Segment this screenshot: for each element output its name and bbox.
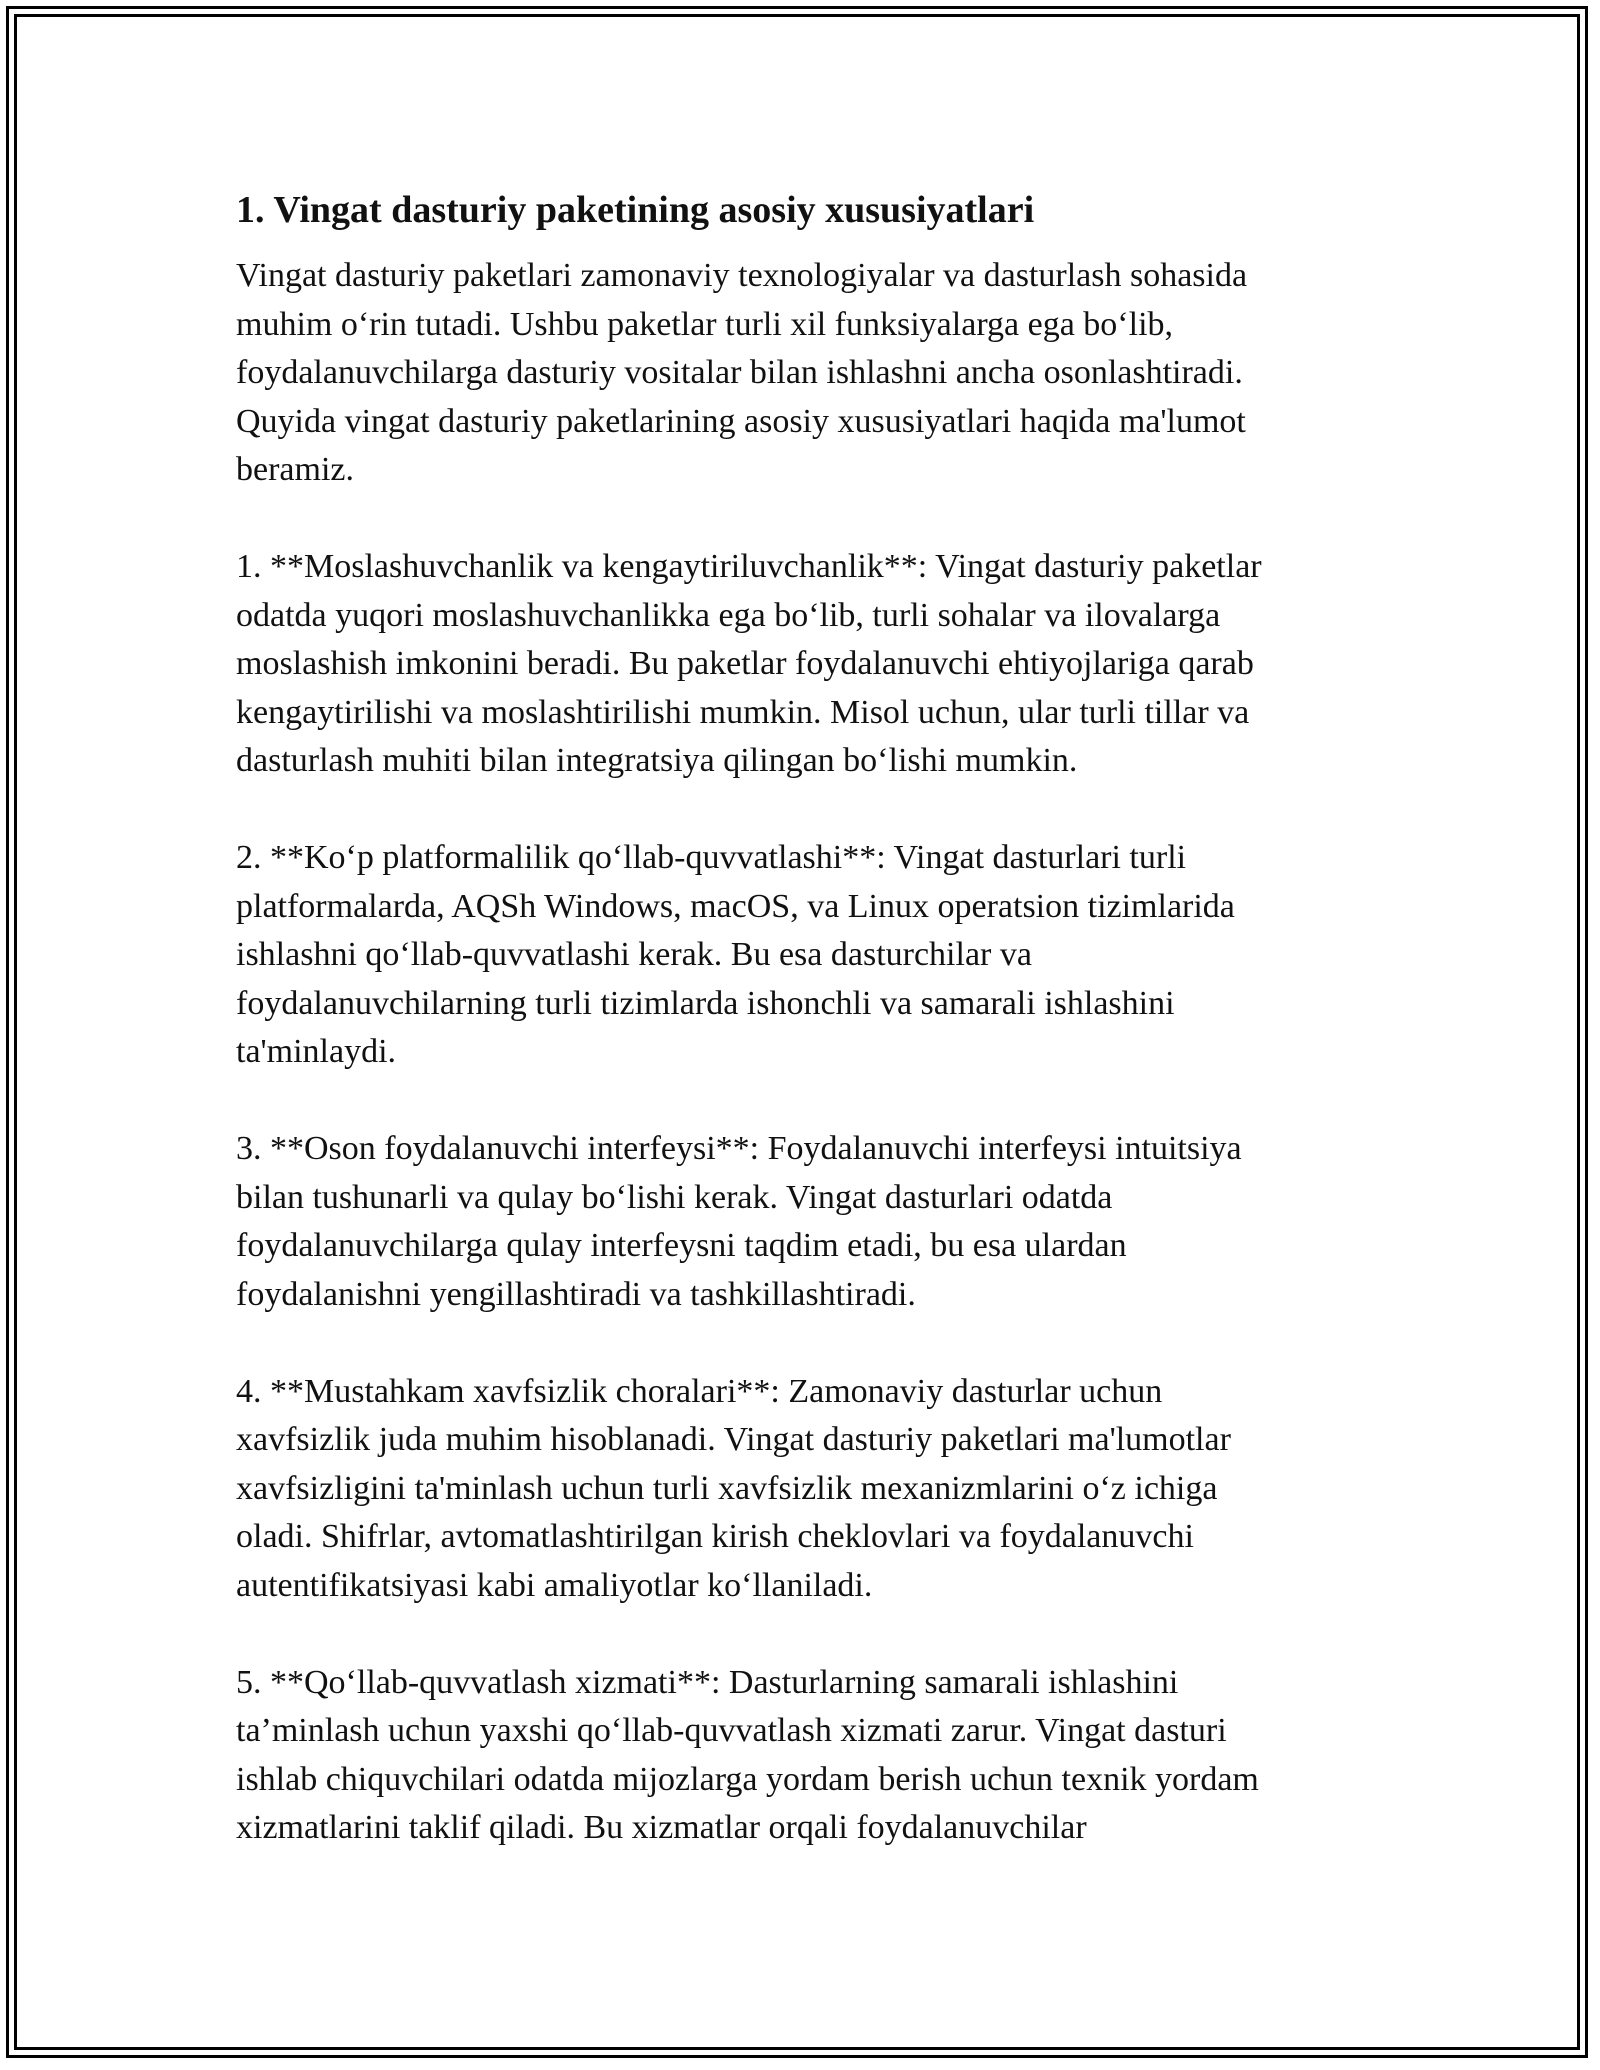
feature-support-paragraph [236, 1659, 1366, 1853]
intro-paragraph [236, 252, 1366, 495]
feature-interface-paragraph [236, 1125, 1366, 1319]
paragraph-line: oladi. Shifrlar, avtomatlashtirilgan kirish cheklovlari va foydalanuvchi [236, 1518, 1194, 1555]
paragraph-line: xavfsizlik juda muhim hisoblanadi. Vingat dasturiy paketlari ma'lumotlar [236, 1421, 1231, 1458]
paragraph-line: bilan tushunarli va qulay bo‘lishi kerak. Vingat dasturlari odatda [236, 1178, 1113, 1216]
section-heading: 1. Vingat dasturiy paketining asosiy xususiyatlari [236, 189, 1035, 231]
paragraph-line: foydalanishni yengillashtiradi va tashkillashtiradi. [236, 1275, 916, 1313]
paragraph-line: xizmatlarini taklif qiladi. Bu xizmatlar orqali foydalanuvchilar [236, 1809, 1087, 1846]
document-body [236, 186, 1366, 1901]
paragraph-line: 3. **Oson foydalanuvchi interfeysi**: Foydalanuvchi interfeysi intuitsiya [236, 1130, 1242, 1167]
paragraph-line: foydalanuvchilarning turli tizimlarda ishonchli va samarali ishlashini [236, 984, 1175, 1022]
paragraph-line: ishlashni qo‘llab-quvvatlashi kerak. Bu esa dasturchilar va [236, 936, 1032, 973]
paragraph-line: foydalanuvchilarga qulay interfeysni taqdim etadi, bu esa ulardan [236, 1227, 1127, 1264]
paragraph-line: 1. **Moslashuvchanlik va kengaytiriluvchanlik**: Vingat dasturiy paketlar [236, 548, 1262, 585]
feature-security-paragraph [236, 1368, 1366, 1611]
paragraph-line: Quyida vingat dasturiy paketlarining asosiy xususiyatlari haqida ma'lumot [236, 402, 1246, 440]
paragraph-line: odatda yuqori moslashuvchanlikka ega bo‘lib, turli sohalar va ilovalarga [236, 596, 1221, 634]
paragraph-line: 2. **Ko‘p platformalilik qo‘llab-quvvatlashi**: Vingat dasturlari turli [236, 839, 1187, 876]
paragraph-line: moslashish imkonini beradi. Bu paketlar foydalanuvchi ehtiyojlariga qarab [236, 645, 1254, 682]
paragraph-line: kengaytirilishi va moslashtirilishi mumkin. Misol uchun, ular turli tillar va [236, 693, 1250, 731]
paragraph-line: beramiz. [236, 451, 354, 488]
paragraph-line: ta'minlaydi. [236, 1033, 397, 1070]
paragraph-line: ta’minlash uchun yaxshi qo‘llab-quvvatlash xizmati zarur. Vingat dasturi [236, 1712, 1227, 1749]
paragraph-line: muhim o‘rin tutadi. Ushbu paketlar turli xil funksiyalarga ega bo‘lib, [236, 305, 1174, 343]
paragraph-line: platformalarda, AQSh Windows, macOS, va Linux operatsion tizimlarida [236, 887, 1235, 925]
feature-cross-platform-paragraph [236, 834, 1366, 1077]
paragraph-line: xavfsizligini ta'minlash uchun turli xavfsizlik mexanizmlarini o‘z ichiga [236, 1469, 1218, 1507]
paragraph-line: foydalanuvchilarga dasturiy vositalar bilan ishlashni ancha osonlashtiradi. [236, 354, 1243, 391]
paragraph-line: 4. **Mustahkam xavfsizlik choralari**: Zamonaviy dasturlar uchun [236, 1372, 1163, 1410]
paragraph-line: Vingat dasturiy paketlari zamonaviy texnologiyalar va dasturlash sohasida [236, 257, 1248, 294]
paragraph-line: 5. **Qo‘llab-quvvatlash xizmati**: Dasturlarning samarali ishlashini [236, 1663, 1179, 1701]
feature-flexibility-paragraph [236, 543, 1366, 786]
paragraph-line: ishlab chiquvchilari odatda mijozlarga yordam berish uchun texnik yordam [236, 1760, 1259, 1798]
paragraph-line: autentifikatsiyasi kabi amaliyotlar ko‘llaniladi. [236, 1566, 873, 1604]
paragraph-line: dasturlash muhiti bilan integratsiya qilingan bo‘lishi mumkin. [236, 742, 1078, 779]
